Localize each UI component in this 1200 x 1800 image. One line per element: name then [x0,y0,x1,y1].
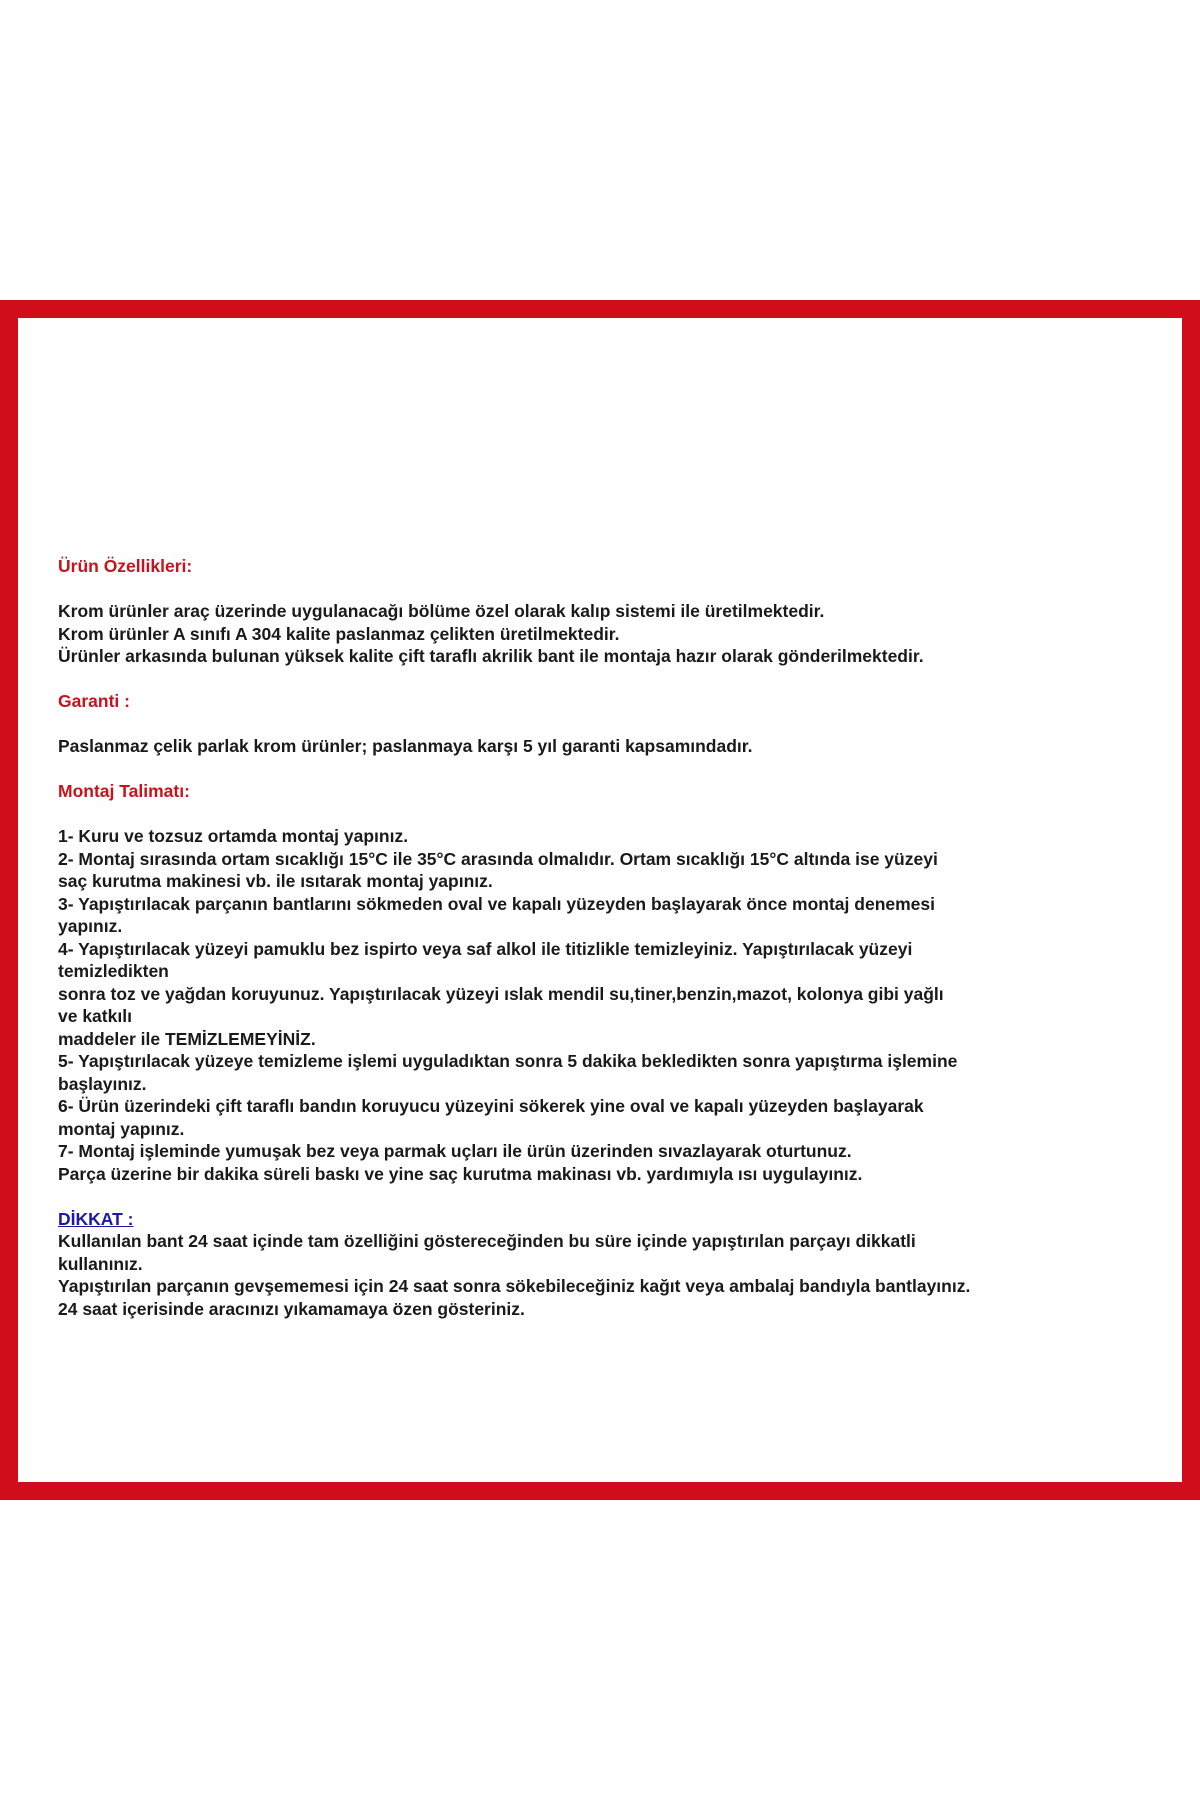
caution-line-1: Kullanılan bant 24 saat içinde tam özelliğini göstereceğinden bu süre içinde yapıştırılan parçayı dikkatli [58,1231,916,1251]
installation-line-4: 3- Yapıştırılacak parçanın bantlarını sökmeden oval ve kapalı yüzeyden başlayarak önce montaj denemesi [58,893,935,914]
features-line-3: Ürünler arkasında bulunan yüksek kalite çift taraflı akrilik bant ile montaja hazır olarak gönderilmektedir. [58,646,924,666]
installation-line-9: ve katkılı [58,1006,132,1026]
spacer [58,578,1118,601]
installation-line-15: 7- Montaj işleminde yumuşak bez veya parmak uçları ile ürün üzerinden sıvazlayarak oturtunuz. [58,1141,852,1161]
spacer [58,1185,1118,1208]
instructions-document [58,555,1118,1320]
installation-line-10: maddeler ile TEMİZLEMEYİNİZ. [58,1028,316,1049]
installation-line-8: sonra toz ve yağdan koruyunuz. Yapıştırılacak yüzeyi ıslak mendil su,tiner,benzin,mazot, kolonya gibi yağlı [58,983,944,1004]
caution-line-2: kullanınız. [58,1253,143,1274]
spacer [58,758,1118,781]
installation-line-3: saç kurutma makinesi vb. ile ısıtarak montaj yapınız. [58,871,493,891]
caution-line-3: Yapıştırılan parçanın gevşememesi için 24 saat sonra sökebileceğiniz kağıt veya ambalaj bandıyla bantlayınız. [58,1276,971,1296]
spacer [58,713,1118,736]
features-line-2: Krom ürünler A sınıfı A 304 kalite paslanmaz çelikten üretilmektedir. [58,623,620,644]
installation-line-16: Parça üzerine bir dakika süreli baskı ve yine saç kurutma makinası vb. yardımıyla ısı uygulayınız. [58,1163,863,1184]
caution-line-4: 24 saat içerisinde aracınızı yıkamamaya özen gösteriniz. [58,1298,525,1319]
warranty-heading: Garanti : [58,691,130,711]
installation-line-5: yapınız. [58,916,123,936]
installation-line-12: başlayınız. [58,1073,147,1094]
installation-line-6: 4- Yapıştırılacak yüzeyi pamuklu bez ispirto veya saf alkol ile titizlikle temizleyiniz. Yapıştırılacak yüzeyi [58,938,913,959]
installation-line-11: 5- Yapıştırılacak yüzeye temizleme işlemi uyguladıktan sonra 5 dakika bekledikten sonra yapıştırma işlemine [58,1051,958,1071]
spacer [58,668,1118,691]
warranty-line-1: Paslanmaz çelik parlak krom ürünler; paslanmaya karşı 5 yıl garanti kapsamındadır. [58,736,753,756]
spacer [58,803,1118,826]
installation-line-14: montaj yapınız. [58,1118,185,1139]
features-heading: Ürün Özellikleri: [58,556,193,576]
installation-heading: Montaj Talimatı: [58,781,190,801]
installation-line-7: temizledikten [58,961,169,981]
installation-line-1: 1- Kuru ve tozsuz ortamda montaj yapınız. [58,826,409,846]
installation-line-2: 2- Montaj sırasında ortam sıcaklığı 15°C ile 35°C arasında olmalıdır. Ortam sıcaklığı 15°C altında ise yüzeyi [58,848,938,869]
features-line-1: Krom ürünler araç üzerinde uygulanacağı bölüme özel olarak kalıp sistemi ile üretilmektedir. [58,601,825,621]
installation-line-13: 6- Ürün üzerindeki çift taraflı bandın koruyucu yüzeyini sökerek yine oval ve kapalı yüzeyden başlayarak [58,1096,924,1116]
caution-heading: DİKKAT : [58,1208,134,1229]
